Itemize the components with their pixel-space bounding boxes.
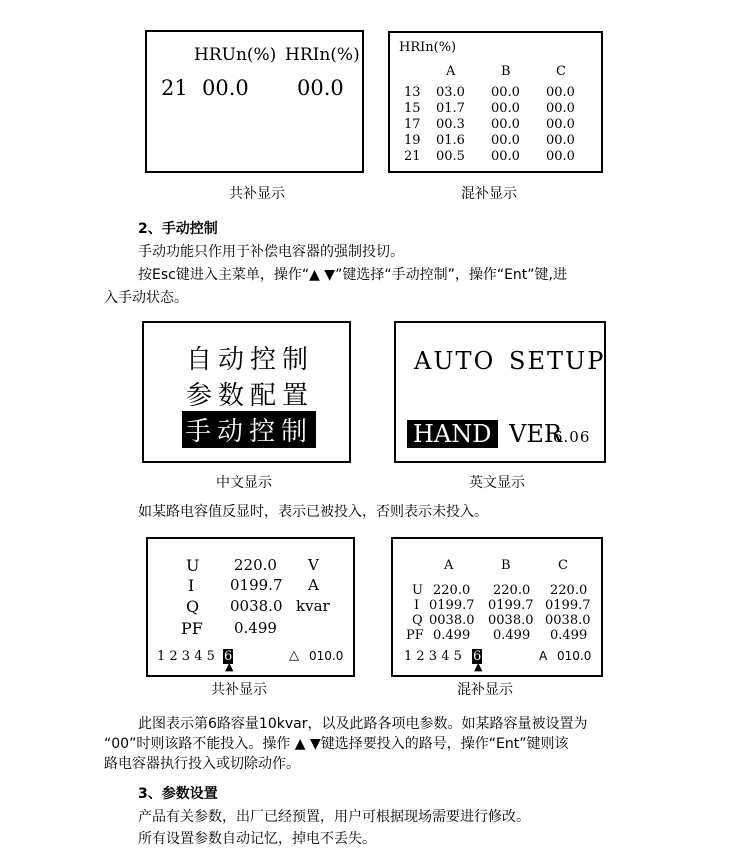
menu-item-auto: AUTO [414, 347, 496, 375]
param-a: 220.0 [433, 583, 471, 598]
param-b: 0199.7 [488, 598, 534, 613]
row-c: 00.0 [546, 85, 575, 100]
channel-numbers: 1 2 3 4 5 [157, 649, 215, 664]
param-label: U [412, 583, 423, 598]
param-value: 0038.0 [230, 597, 283, 615]
paragraph-line: 按Esc键进入主菜单，操作“▲ ▼”键选择“手动控制”，操作“Ent”键,进 [138, 267, 567, 283]
paragraph-line: “00”时则该路不能投入。操作 ▲ ▼键选择要投入的路号，操作“Ent”键则该 [104, 736, 569, 752]
selected-channel: 6 [473, 649, 482, 664]
row-order: 17 [404, 117, 421, 132]
menu-item-hand: HAND [407, 420, 498, 448]
param-a: 0038.0 [429, 613, 475, 628]
lcd-common-harmonic [145, 30, 364, 173]
param-unit: A [308, 576, 319, 594]
note-inverted-display: 如某路电容值反显时，表示已被投入，否则表示未投入。 [138, 504, 488, 520]
param-label: PF [406, 628, 424, 643]
caption-chinese: 中文显示 [216, 475, 272, 491]
param-unit: V [308, 556, 319, 574]
section-heading-manual: 2、手动控制 [138, 221, 218, 237]
param-value: 0199.7 [230, 576, 283, 594]
version-label: VER [509, 420, 562, 448]
row-order: 15 [404, 101, 421, 116]
param-c: 0.499 [550, 628, 588, 643]
column-c: C [556, 64, 566, 79]
row-c: 00.0 [546, 101, 575, 116]
row-b: 00.0 [491, 101, 520, 116]
param-a: 0199.7 [429, 598, 475, 613]
column-a: A [444, 558, 454, 573]
row-b: 00.0 [491, 117, 520, 132]
lcd-mixed-params [391, 537, 603, 677]
paragraph-line: 路电容器执行投入或切除动作。 [104, 756, 300, 772]
hrin-title: HRIn(%) [399, 40, 457, 55]
capacity-value: 010.0 [557, 649, 592, 663]
phase-indicator: A [539, 649, 548, 663]
param-c: 0199.7 [545, 598, 591, 613]
selected-channel-marker-icon: ▲ [474, 660, 483, 673]
row-a: 00.3 [436, 117, 465, 132]
param-b: 0038.0 [488, 613, 534, 628]
param-b: 0.499 [493, 628, 531, 643]
param-label: U [186, 556, 200, 575]
row-b: 00.0 [491, 149, 520, 164]
capacity-value: 010.0 [309, 649, 344, 663]
param-label: I [188, 576, 195, 595]
row-a: 03.0 [436, 85, 465, 100]
lcd-menu-english [394, 321, 606, 463]
param-label: PF [181, 619, 203, 638]
lcd-mixed-harmonic [388, 31, 603, 173]
param-c: 0038.0 [545, 613, 591, 628]
selected-channel-marker-icon: ▲ [225, 660, 234, 673]
row-a: 01.7 [436, 101, 465, 116]
param-unit: kvar [296, 597, 330, 615]
hrun-header: HRUn(%) [194, 45, 277, 65]
row-order: 13 [404, 85, 421, 100]
param-label: I [414, 598, 420, 613]
paragraph-line: 入手动状态。 [104, 290, 188, 306]
paragraph-line: 产品有关参数，出厂已经预置，用户可根据现场需要进行修改。 [138, 809, 530, 825]
param-label: Q [412, 613, 423, 628]
channel-numbers: 1 2 3 4 5 [404, 649, 462, 664]
column-b: B [501, 558, 511, 573]
hrin-header: HRIn(%) [285, 45, 360, 65]
column-b: B [501, 64, 511, 79]
row-order: 21 [404, 149, 421, 164]
row-b: 00.0 [491, 85, 520, 100]
lcd-common-params [146, 537, 355, 677]
param-c: 220.0 [550, 583, 588, 598]
caption-common-params: 共补显示 [211, 682, 267, 698]
param-value: 220.0 [234, 556, 277, 574]
row-b: 00.0 [491, 133, 520, 148]
param-value: 0.499 [234, 619, 277, 637]
row-a: 01.6 [436, 133, 465, 148]
param-b: 220.0 [493, 583, 531, 598]
caption-mixed: 混补显示 [461, 186, 517, 202]
menu-item-parameter-config: 参数配置 [186, 381, 315, 411]
row-c: 00.0 [546, 117, 575, 132]
caption-common: 共补显示 [229, 186, 285, 202]
row-a: 00.5 [436, 149, 465, 164]
row-c: 00.0 [546, 133, 575, 148]
paragraph-line: 手动功能只作用于补偿电容器的强制投切。 [138, 244, 404, 260]
section-heading-parameters: 3、参数设置 [138, 786, 218, 802]
delta-icon: △ [289, 648, 299, 663]
paragraph-line: 此图表示第6路容量10kvar，以及此路各项电参数。如某路容量被设置为 [138, 716, 588, 732]
column-c: C [558, 558, 568, 573]
paragraph-line: 所有设置参数自动记忆，掉电不丢失。 [138, 831, 376, 847]
row-order: 19 [404, 133, 421, 148]
selected-channel: 6 [224, 649, 233, 664]
lcd-menu-chinese [142, 321, 351, 463]
menu-item-auto-control: 自动控制 [186, 345, 315, 375]
menu-item-manual-control: 手动控制 [182, 411, 316, 448]
version-number: 6.06 [553, 428, 591, 446]
param-a: 0.499 [433, 628, 471, 643]
harmonic-order: 21 [161, 76, 188, 100]
hrin-value: 00.0 [297, 76, 344, 100]
menu-item-setup: SETUP [509, 347, 606, 375]
row-c: 00.0 [546, 149, 575, 164]
hrun-value: 00.0 [202, 76, 249, 100]
caption-mixed-params: 混补显示 [457, 682, 513, 698]
caption-english: 英文显示 [469, 475, 525, 491]
param-label: Q [186, 597, 200, 616]
column-a: A [446, 64, 456, 79]
